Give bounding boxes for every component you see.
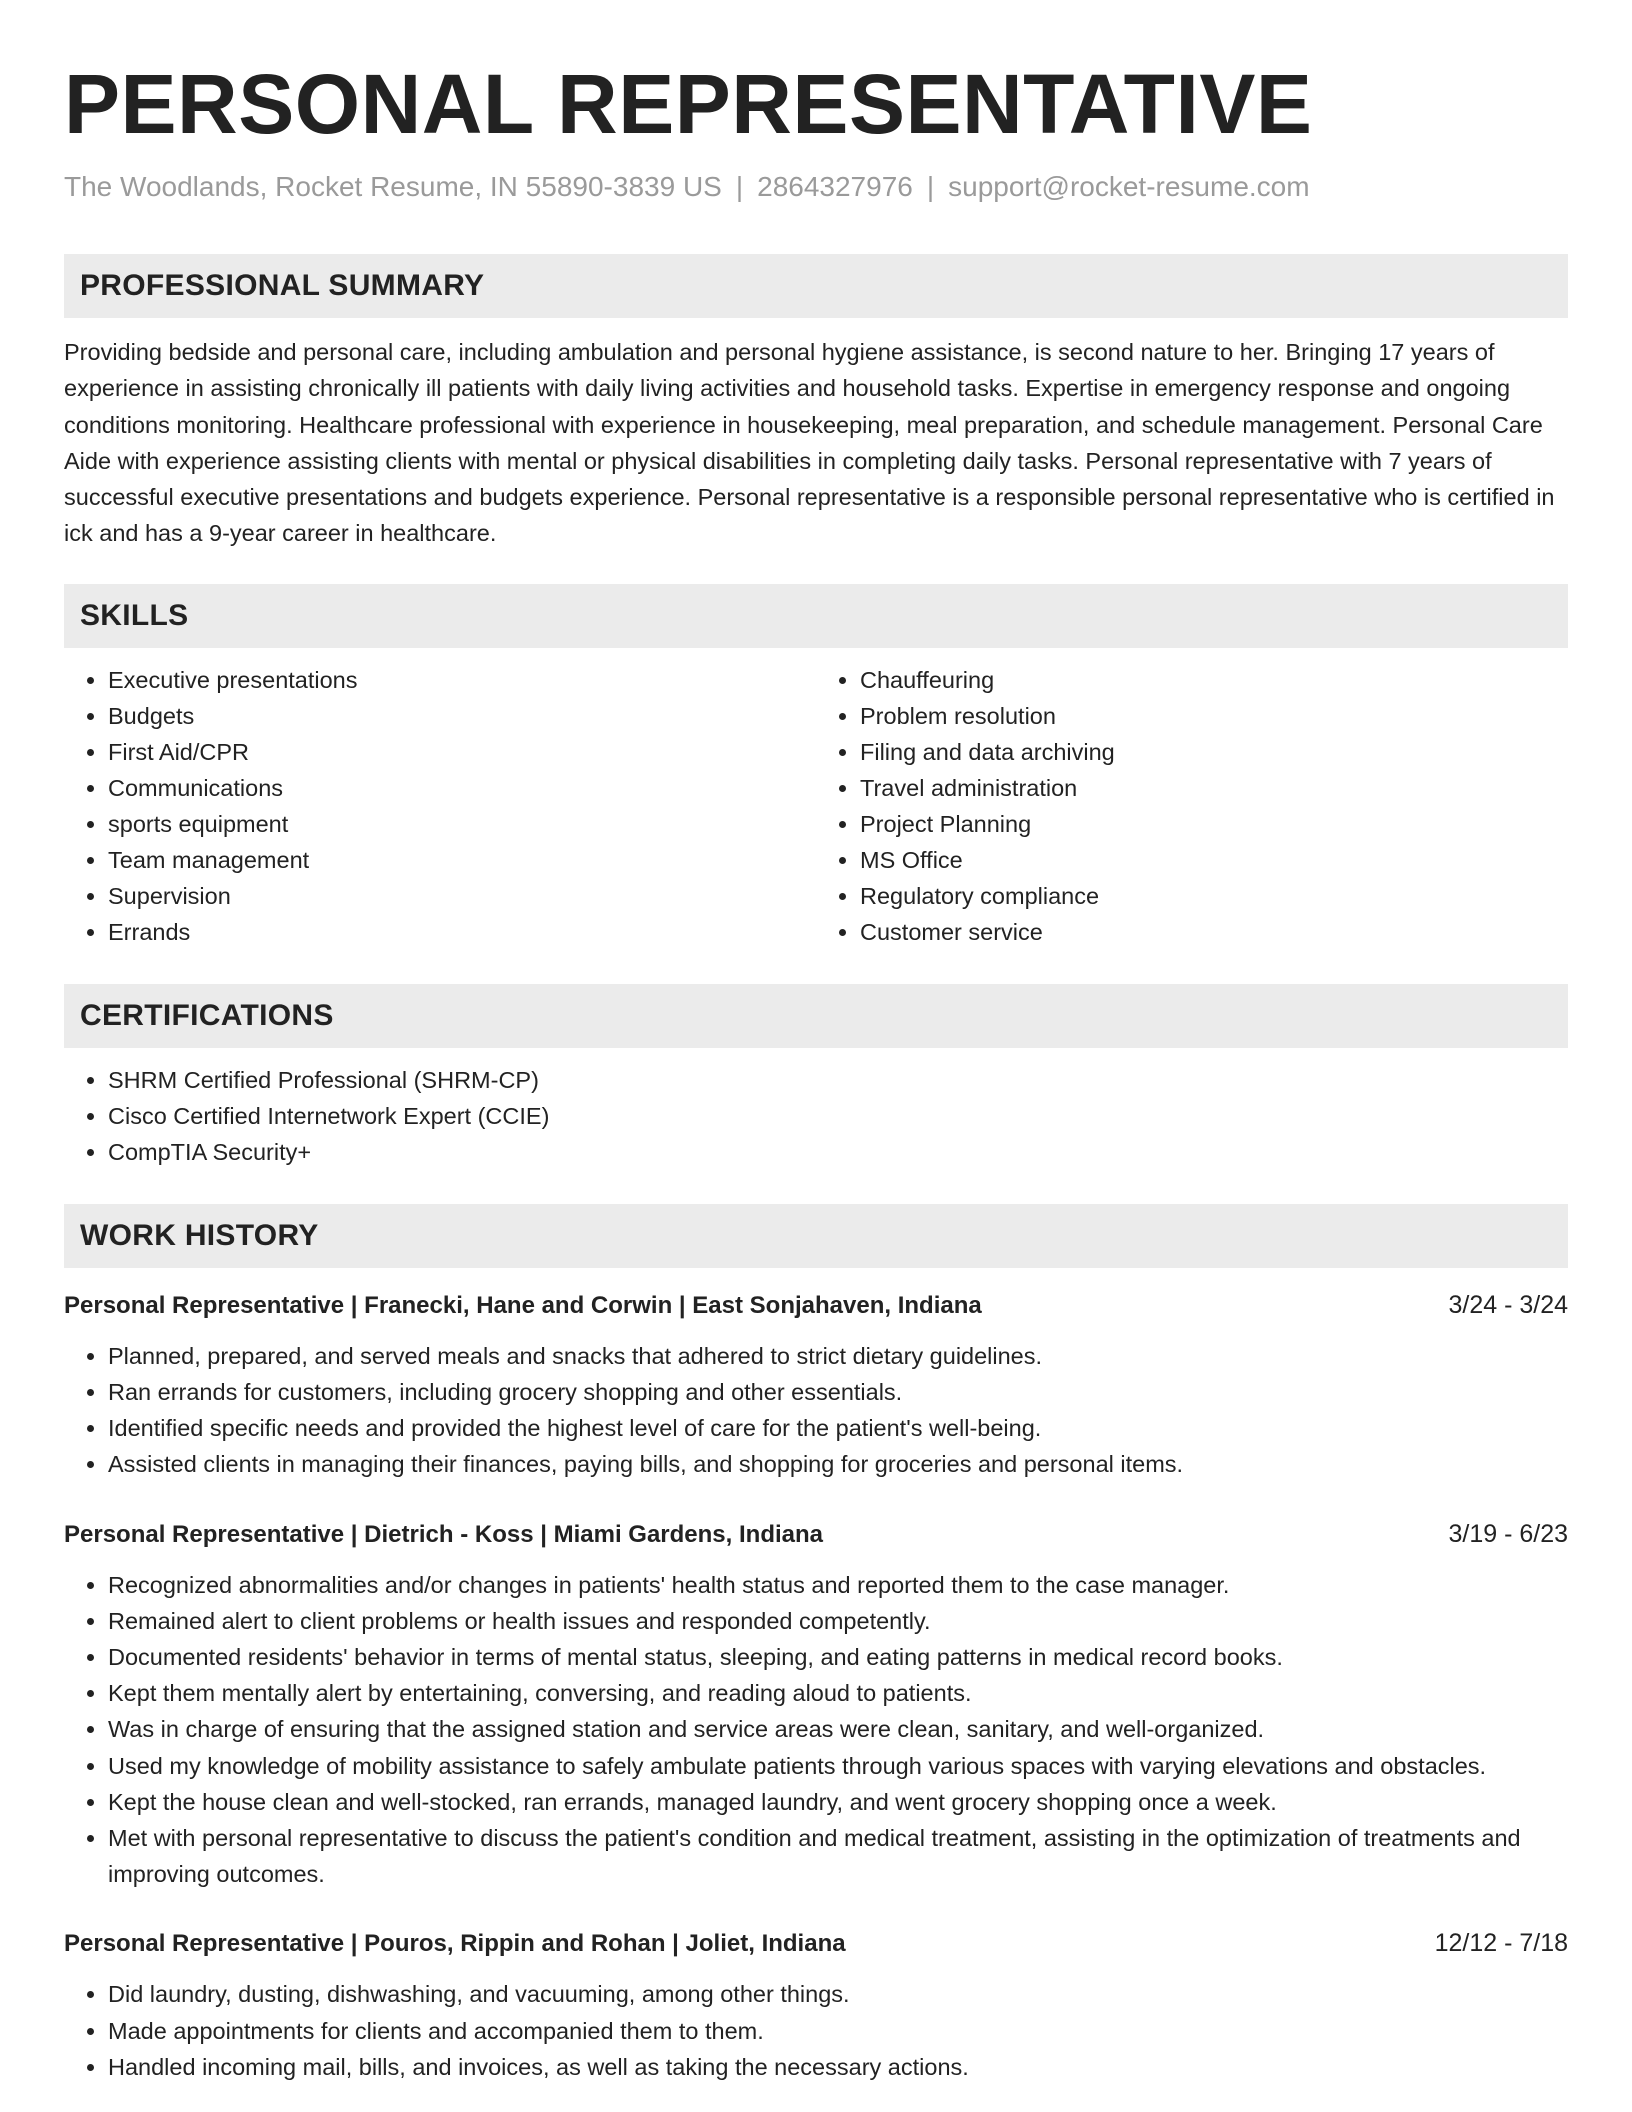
certification-item: • Cisco Certified Internetwork Expert (CCIE) [108,1098,1568,1134]
job-bullet: • Documented residents' behavior in terms of mental status, sleeping, and eating patterns in medical record books. [108,1639,1568,1675]
job-bullets [64,1976,1568,2085]
skill-item: • Team management [108,842,816,878]
job-title: Personal Representative | Dietrich - Koss | Miami Gardens, Indiana [64,1520,823,1548]
skill-item: • MS Office [860,842,1568,878]
job-bullet: • Ran errands for customers, including grocery shopping and other essentials. [108,1374,1568,1410]
job-bullet: • Made appointments for clients and accompanied them to them. [108,2013,1568,2049]
job-header [64,1926,1568,1960]
skill-item: • Project Planning [860,806,1568,842]
job-entry [64,1517,1568,1893]
job-bullet: • Kept them mentally alert by entertaining, conversing, and reading aloud to patients. [108,1675,1568,1711]
job-bullet: • Assisted clients in managing their finances, paying bills, and shopping for groceries and personal items. [108,1446,1568,1482]
skill-item: • Problem resolution [860,698,1568,734]
skill-item: • Errands [108,914,816,950]
skills-columns [64,662,1568,950]
job-bullet: • Recognized abnormalities and/or changes in patients' health status and reported them to the case manager. [108,1567,1568,1603]
skill-item: • Customer service [860,914,1568,950]
skill-item: • Executive presentations [108,662,816,698]
job-bullets [64,1338,1568,1483]
certifications-heading: CERTIFICATIONS [64,984,1568,1048]
skill-item: • Chauffeuring [860,662,1568,698]
summary-heading: PROFESSIONAL SUMMARY [64,254,1568,318]
job-dates: 12/12 - 7/18 [1434,1929,1568,1958]
job-bullet: • Handled incoming mail, bills, and invoices, as well as taking the necessary actions. [108,2049,1568,2085]
skills-list-right [816,662,1568,950]
contact-line [64,170,1568,204]
job-title: Personal Representative | Pouros, Rippin and Rohan | Joliet, Indiana [64,1930,846,1958]
skill-item: • sports equipment [108,806,816,842]
job-dates: 3/24 - 3/24 [1448,1290,1568,1319]
certifications-list [64,1062,1568,1170]
job-entry [64,1288,1568,1483]
skill-item: • Communications [108,770,816,806]
certification-item: • SHRM Certified Professional (SHRM-CP) [108,1062,1568,1098]
skill-item: • First Aid/CPR [108,734,816,770]
skill-item: • Budgets [108,698,816,734]
skill-item: • Travel administration [860,770,1568,806]
work-history-heading: WORK HISTORY [64,1204,1568,1268]
contact-separator: | [735,171,744,202]
job-bullet: • Used my knowledge of mobility assistance to safely ambulate patients through various spaces with varying elevations and obstacles. [108,1748,1568,1784]
job-bullet: • Identified specific needs and provided the highest level of care for the patient's well-being. [108,1410,1568,1446]
job-bullet: • Planned, prepared, and served meals and snacks that adhered to strict dietary guidelines. [108,1338,1568,1374]
contact-address: The Woodlands, Rocket Resume, IN 55890-3839 US [64,171,722,202]
job-bullet: • Did laundry, dusting, dishwashing, and vacuuming, among other things. [108,1976,1568,2012]
contact-separator: | [926,171,935,202]
job-bullet: • Was in charge of ensuring that the assigned station and service areas were clean, sanitary, and well-organized. [108,1711,1568,1747]
job-bullet: • Remained alert to client problems or health issues and responded competently. [108,1603,1568,1639]
job-title: Personal Representative | Franecki, Hane and Corwin | East Sonjahaven, Indiana [64,1291,982,1319]
job-bullets [64,1567,1568,1893]
job-entry [64,1926,1568,2085]
job-bullet: • Kept the house clean and well-stocked, ran errands, managed laundry, and went grocery shopping once a week. [108,1784,1568,1820]
contact-email: support@rocket-resume.com [948,171,1310,202]
skill-item: • Filing and data archiving [860,734,1568,770]
certification-item: • CompTIA Security+ [108,1134,1568,1170]
job-bullet: • Met with personal representative to discuss the patient's condition and medical treatment, assisting in the optimization of treatments and improving outcomes. [108,1820,1568,1892]
skills-list-left [64,662,816,950]
job-header [64,1517,1568,1551]
job-dates: 3/19 - 6/23 [1448,1519,1568,1548]
skill-item: • Supervision [108,878,816,914]
skills-heading: SKILLS [64,584,1568,648]
contact-phone: 2864327976 [757,171,913,202]
candidate-name: PERSONAL REPRESENTATIVE [64,57,1313,151]
summary-text: Providing bedside and personal care, including ambulation and personal hygiene assistance, is second nature to her. Bringing 17 years of experience in assisting chronically ill patients with daily living activities and household tasks. Expertise in emergency response and ongoing conditions monitoring. Healthcare professional with experience in housekeeping, meal preparation, and schedule management. Personal Care Aide with experience assisting clients with mental or physical disabilities in completing daily tasks. Personal representative with 7 years of successful executive presentations and budgets experience. Personal representative is a responsible personal representative who is certified in ick and has a 9-year career in healthcare. [64,339,1555,547]
job-header [64,1288,1568,1322]
skill-item: • Regulatory compliance [860,878,1568,914]
